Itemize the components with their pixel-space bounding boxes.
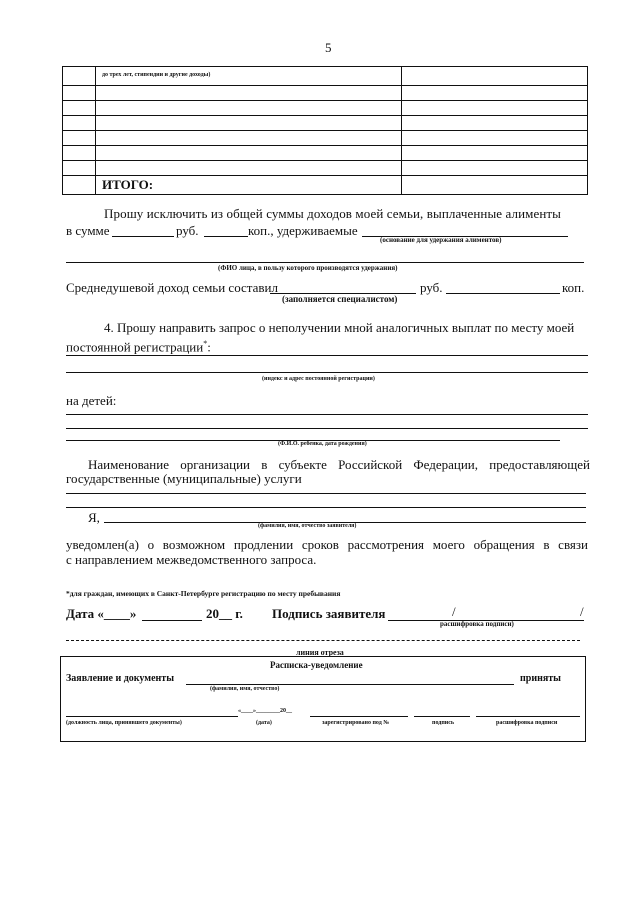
receipt-accepted: приняты bbox=[520, 673, 561, 684]
org-blank-2[interactable] bbox=[66, 507, 586, 508]
child-blank-1[interactable] bbox=[66, 414, 588, 415]
applicant-name-caption: (фамилия, имя, отчество заявителя) bbox=[258, 523, 357, 529]
request-line2: постоянной регистрации*: bbox=[66, 339, 211, 355]
table-row bbox=[63, 146, 588, 161]
alimony-basis-caption: (основание для удержания алиментов) bbox=[380, 236, 502, 244]
date-label[interactable]: Дата «____» bbox=[66, 606, 137, 621]
table-row bbox=[63, 86, 588, 101]
average-kop-blank[interactable] bbox=[446, 293, 560, 294]
receipt-cap-decode: расшифровка подписи bbox=[496, 720, 558, 726]
receipt-name-caption: (фамилия, имя, отчество) bbox=[210, 686, 280, 692]
table-first-row-label: до трех лет, стипендии и другие доходы) bbox=[102, 72, 211, 78]
alimony-in-sum: в сумме bbox=[66, 223, 110, 238]
request-footnote-mark: * bbox=[203, 339, 208, 348]
receipt-cap-date: (дата) bbox=[256, 720, 272, 726]
alimony-rub: руб. bbox=[176, 223, 199, 238]
receipt-decode-blank[interactable] bbox=[476, 716, 580, 717]
receipt-title: Расписка-уведомление bbox=[270, 660, 363, 670]
page-number: 5 bbox=[325, 40, 332, 55]
specialist-caption: (заполняется специалистом) bbox=[282, 294, 398, 304]
receipt-name-blank[interactable] bbox=[186, 684, 514, 685]
cut-line bbox=[66, 640, 580, 641]
footnote: *для граждан, имеющих в Санкт-Петербурге регистрацию по месту пребывания bbox=[66, 589, 341, 598]
sign-label: Подпись заявителя bbox=[272, 606, 386, 621]
table-row bbox=[63, 101, 588, 116]
average-kop: коп. bbox=[562, 280, 585, 295]
signature-caption: расшифровка подписи) bbox=[440, 620, 514, 628]
date-month-blank[interactable] bbox=[142, 620, 202, 621]
receipt-position-blank[interactable] bbox=[66, 716, 238, 717]
notice-line2: с направлением межведомственного запроса. bbox=[66, 552, 317, 567]
table-total-row bbox=[63, 176, 588, 195]
request-line1: 4. Прошу направить запрос о неполучении мной аналогичных выплат по месту моей bbox=[104, 320, 575, 335]
table-row bbox=[63, 161, 588, 176]
average-text: Среднедушевой доход семьи составил bbox=[66, 280, 278, 295]
total-label: ИТОГО: bbox=[102, 177, 154, 192]
address-caption: (индекс и адрес постоянной регистрации) bbox=[262, 376, 375, 382]
child-blank-2[interactable] bbox=[66, 428, 588, 429]
table-row bbox=[63, 116, 588, 131]
org-line2: государственные (муниципальные) услуги bbox=[66, 471, 302, 486]
receipt-sign-blank[interactable] bbox=[414, 716, 470, 717]
signature-slash-2: / bbox=[580, 604, 584, 619]
request-line2-text: постоянной регистрации bbox=[66, 339, 204, 355]
signature-slash-1: / bbox=[452, 604, 456, 619]
org-blank-1[interactable] bbox=[66, 493, 586, 494]
cut-line-label: линия отреза bbox=[296, 648, 344, 657]
alimony-sum-blank[interactable] bbox=[112, 236, 174, 237]
receipt-reg-blank[interactable] bbox=[310, 716, 408, 717]
alimony-kop-hold: коп., удерживаемые bbox=[248, 223, 358, 238]
address-blank-1[interactable] bbox=[66, 355, 588, 356]
alimony-kop-blank[interactable] bbox=[204, 236, 248, 237]
alimony-fio-caption: (ФИО лица, в пользу которого производятся удержания) bbox=[218, 264, 398, 272]
child-caption: (Ф.И.О. ребенка, дата рождения) bbox=[278, 441, 367, 447]
alimony-line1: Прошу исключить из общей суммы доходов моей семьи, выплаченные алименты bbox=[104, 206, 561, 221]
receipt-cap-sign: подпись bbox=[432, 720, 455, 726]
date-year[interactable]: 20__ г. bbox=[206, 606, 243, 621]
receipt-statement: Заявление и документы bbox=[66, 673, 175, 684]
table-row bbox=[63, 131, 588, 146]
address-blank-2[interactable] bbox=[66, 372, 588, 373]
ya-label: Я, bbox=[88, 510, 100, 525]
receipt-cap-reg: зарегистрировано под № bbox=[322, 720, 390, 726]
alimony-fio-blank[interactable] bbox=[66, 262, 584, 263]
org-line1: Наименование организации в субъекте Российской Федерации, предоставляющей bbox=[88, 457, 590, 472]
notice-line1: уведомлен(а) о возможном продлении сроков рассмотрения моего обращения в связи bbox=[66, 537, 588, 552]
receipt-cap-position: (должность лица, принявшего документы) bbox=[66, 720, 182, 726]
average-rub: руб. bbox=[420, 280, 443, 295]
receipt-date-blank[interactable]: «____»________20__ bbox=[238, 708, 292, 714]
table-row bbox=[63, 67, 588, 86]
income-table bbox=[62, 66, 588, 195]
children-label: на детей: bbox=[66, 393, 117, 408]
